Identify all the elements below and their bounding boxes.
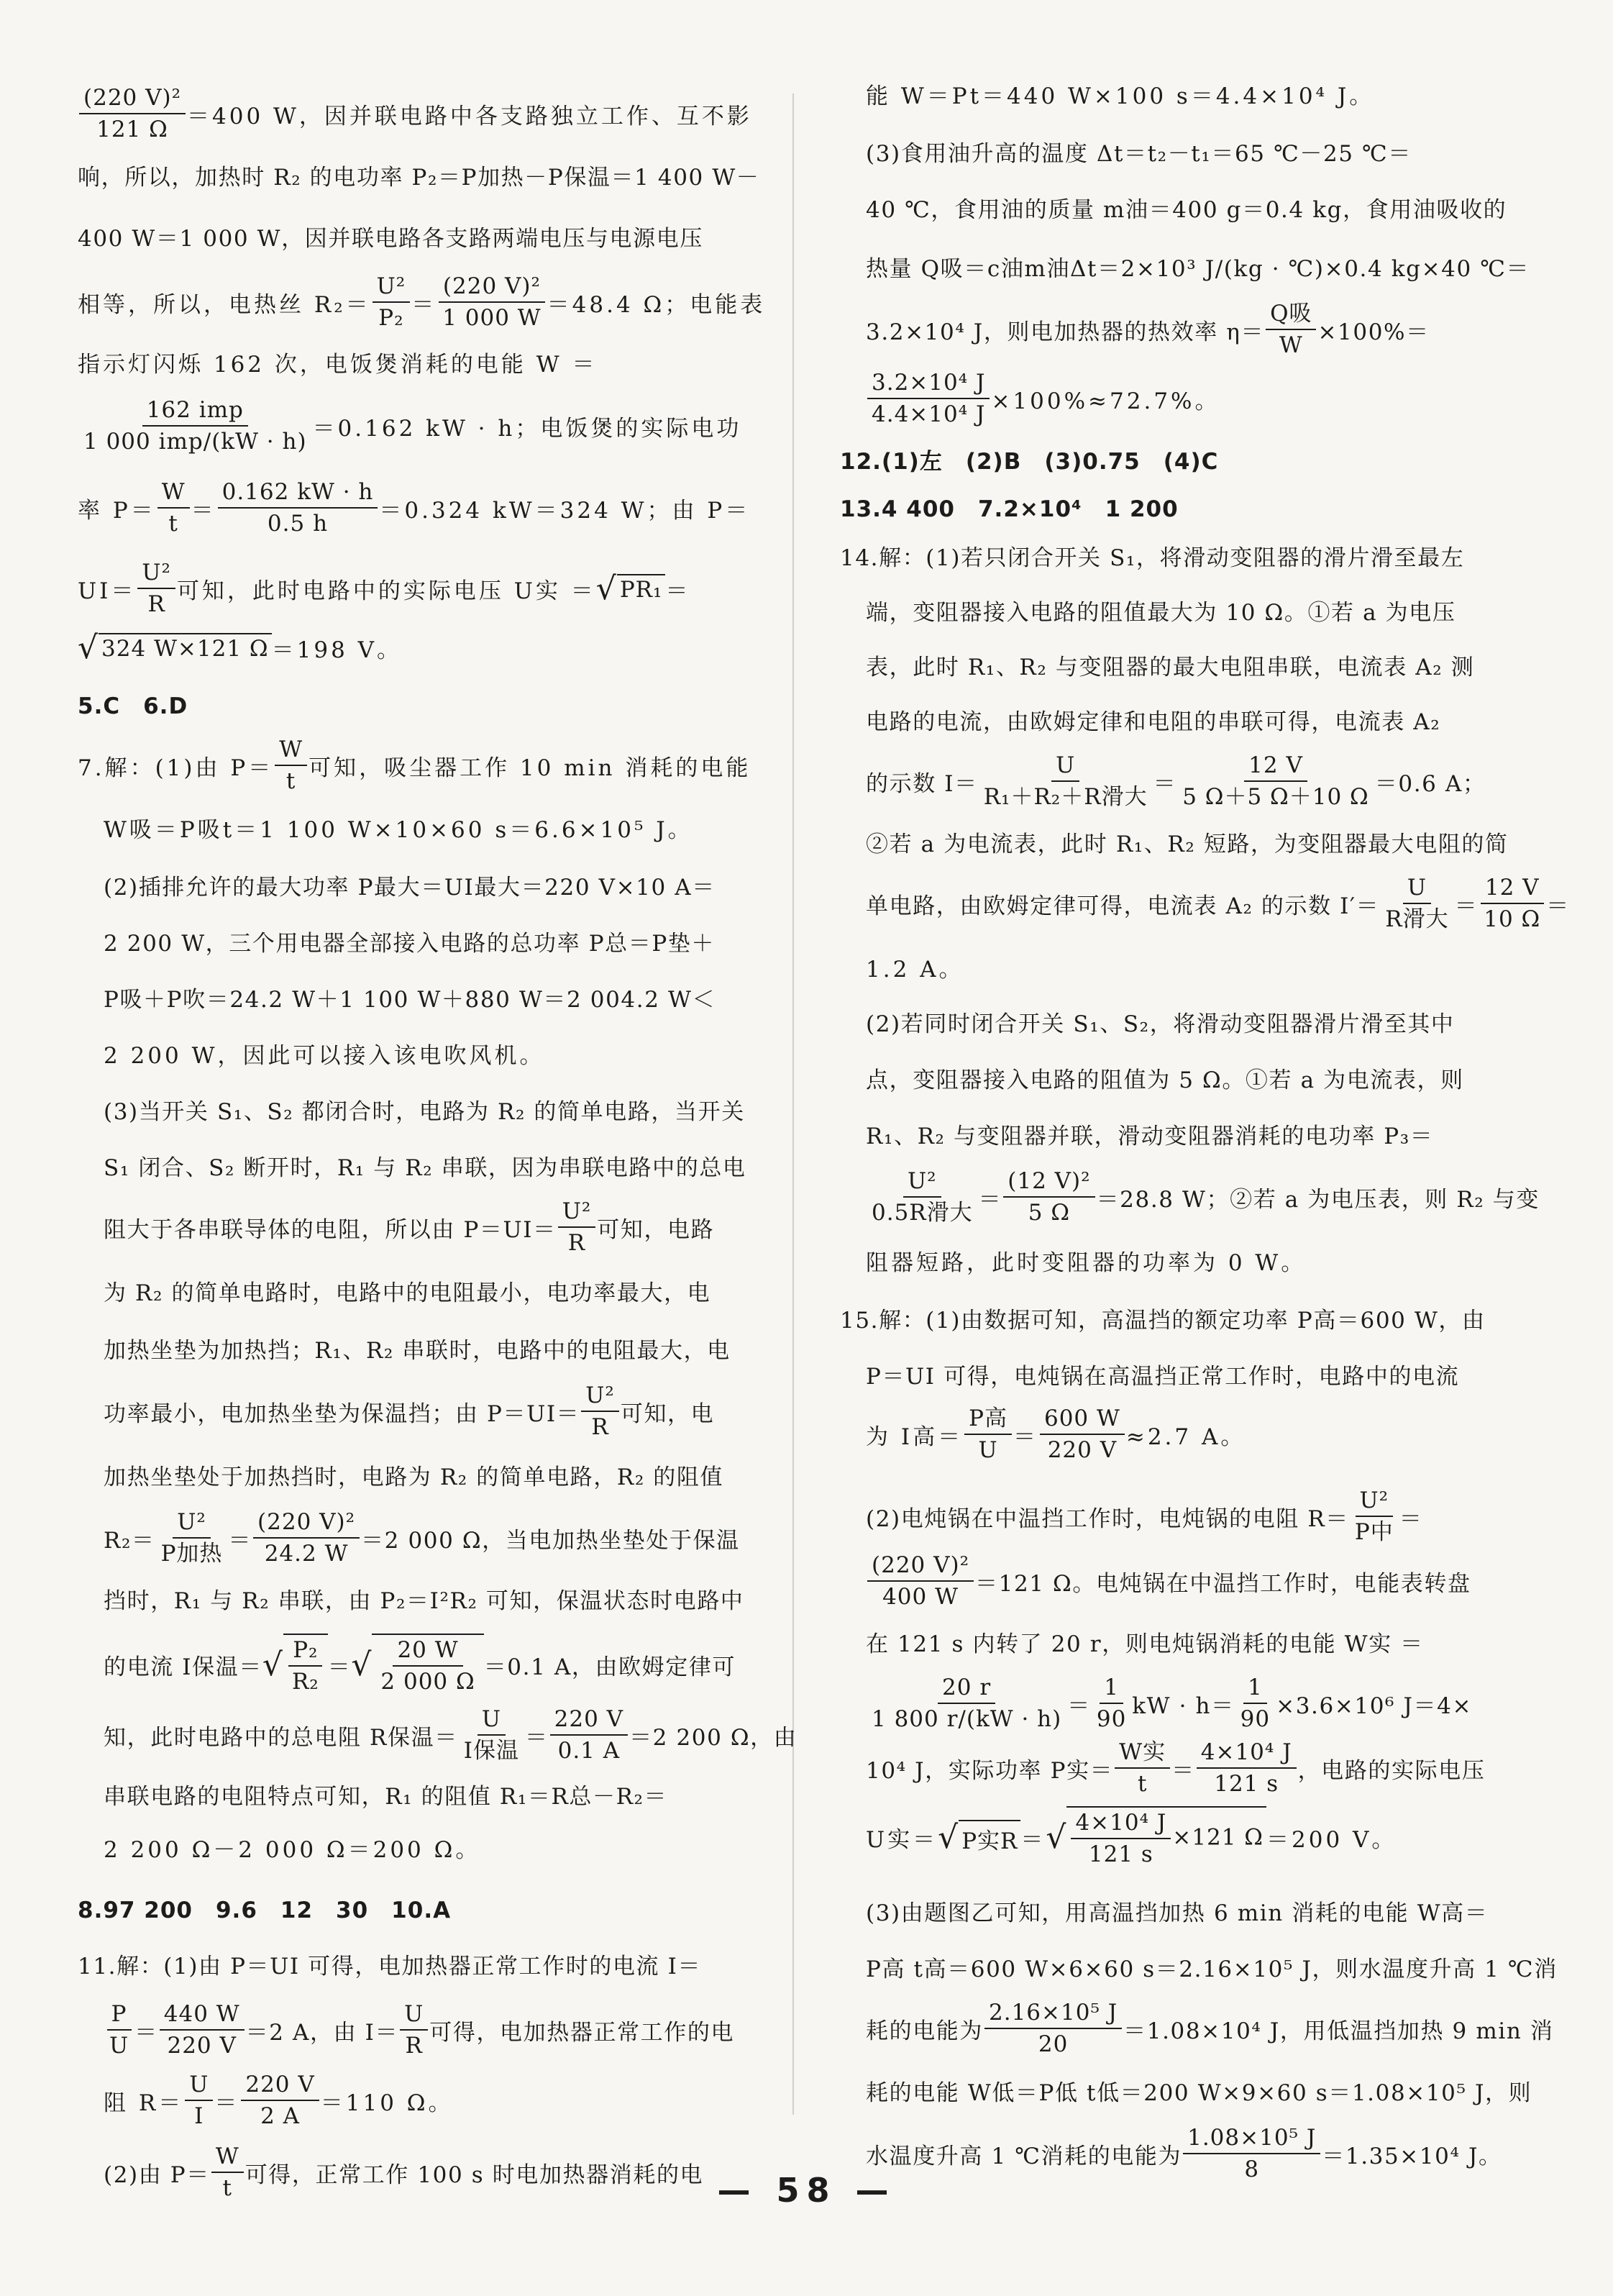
text-line: $\frac{\text{(220 V)²}}{121 \Omega}$ ＝400 W，因并联电路中各支路独立工作、互不影	[78, 85, 752, 142]
text-line: $\frac{\text{U²}}{\text{0.5R滑大}}$ ＝ $\frac{\text{(12 V)²}}{5 \Omega}$ ＝28.8 W；②若 a 为电压表，则 R₂ 与变	[872, 1168, 1540, 1226]
text-line: 热量 Q吸＝c油m油Δt＝2×10³ J/(kg · ℃)×0.4 kg×40 ℃＝	[866, 255, 1530, 282]
text-line: 串联电路的电阻特点可知，R₁ 的阻值 R₁＝R总－R₂＝	[104, 1783, 668, 1810]
text-line: 功率最小，电加热坐垫为保温挡；由 P＝UI＝ $\frac{\text{U²}}{R}$ 可知，电	[104, 1382, 715, 1440]
text-line: 水温度升高 1 ℃消耗的电能为 $\frac{\text{1.08×10⁵ J}}{8}$ ＝1.35×10⁴ J。	[866, 2125, 1502, 2182]
text-line: 耗的电能 W低＝P低 t低＝200 W×9×60 s＝1.08×10⁵ J，则	[866, 2079, 1532, 2106]
answer-line: 12.(1)左 (2)B (3)0.75 (4)C	[840, 448, 1219, 475]
column-divider	[792, 94, 794, 2115]
text-line: 知，此时电路中的总电阻 R保温＝ $\frac{U}{\text{I保温}}$ ＝ $\frac{220 V}{0.1 A}$ ＝2 200 Ω，由	[104, 1706, 798, 1764]
text-line: 加热坐垫为加热挡；R₁、R₂ 串联时，电路中的电阻最大，电	[104, 1337, 731, 1364]
text-line: 加热坐垫处于加热挡时，电路为 R₂ 的简单电路，R₂ 的阻值	[104, 1464, 724, 1490]
question-15: 15.解：(1)由数据可知，高温挡的额定功率 P高＝600 W，由	[840, 1307, 1486, 1334]
text-line: 耗的电能为 $\frac{\text{2.16×10⁵ J}}{20}$ ＝1.08×10⁴ J，用低温挡加热 9 min 消	[866, 2000, 1554, 2057]
text-line: $\frac{P}{U}$ ＝ $\frac{440 W}{220 V}$ ＝2 A，由 I＝ $\frac{U}{R}$ 可得，电加热器正常工作的电	[104, 2001, 734, 2059]
text-line: P吸＋P吹＝24.2 W＋1 100 W＋880 W＝2 004.2 W＜	[104, 986, 716, 1013]
text-line: (3)由题图乙可知，用高温挡加热 6 min 消耗的电能 W高＝	[866, 1900, 1489, 1926]
text-line: (2)电炖锅在中温挡工作时，电炖锅的电阻 R＝ $\frac{\text{U²}}{\text{P中}}$ ＝	[866, 1488, 1423, 1545]
text-line: 挡时，R₁ 与 R₂ 串联，由 P₂＝I²R₂ 可知，保温状态时电路中	[104, 1587, 744, 1614]
text-line: 单电路，由欧姆定律可得，电流表 A₂ 的示数 I′＝ $\frac{U}{\text{R滑大}}$ ＝ $\frac{12 V}{10 \Omega}$ ＝	[866, 875, 1570, 932]
text-line: (2)由 P＝ $\frac{W}{t}$ 可得，正常工作 100 s 时电加热器消耗的电	[104, 2144, 704, 2201]
text-line: 指示灯闪烁 162 次，电饭煲消耗的电能 W ＝	[78, 351, 598, 378]
answer-line: 13.4 400 7.2×10⁴ 1 200	[840, 496, 1179, 522]
text-line: (3)当开关 S₁、S₂ 都闭合时，电路为 R₂ 的简单电路，当开关	[104, 1098, 745, 1125]
text-line: 为 I高＝ $\frac{\text{P高}}{U}$ ＝ $\frac{600 W}{220 V}$ ≈2.7 A。	[866, 1406, 1246, 1463]
text-line: 的电流 I保温＝ √ $\frac{\text{P₂}}{\text{R₂}}$ ＝ √ $\frac{20 W}{2 000 \Omega}$ ＝0.1 A，由欧姆定律可	[104, 1636, 736, 1693]
text-line: 点，变阻器接入电路的阻值为 5 Ω。①若 a 为电流表，则	[866, 1067, 1464, 1093]
text-line: 电路的电流，由欧姆定律和电阻的串联可得，电流表 A₂	[866, 709, 1441, 735]
text-line: 端，变阻器接入电路的阻值最大为 10 Ω。①若 a 为电压	[866, 599, 1456, 626]
text-line: 400 W＝1 000 W，因并联电路各支路两端电压与电源电压	[78, 225, 703, 252]
question-11: 11.解：(1)由 P＝UI 可得，电加热器正常工作时的电流 I＝	[78, 1953, 702, 1980]
text-line: 阻器短路，此时变阻器的功率为 0 W。	[866, 1249, 1307, 1276]
text-line: 2 200 W，因此可以接入该电吹风机。	[104, 1042, 545, 1069]
text-line: 相等，所以，电热丝 R₂＝ $\frac{\text{U²}}{\text{P₂}}$ ＝ $\frac{\text{(220 V)²}}{1 000 W}$ ＝48.4 Ω；电能表	[78, 273, 766, 331]
text-line: R₂＝ $\frac{\text{U²}}{\text{P加热}}$ ＝ $\frac{\text{(220 V)²}}{24.2 W}$ ＝2 000 Ω，当电加热坐垫处于保温	[104, 1509, 740, 1567]
text-line: 阻大于各串联导体的电阻，所以由 P＝UI＝ $\frac{\text{U²}}{R}$ 可知，电路	[104, 1198, 715, 1256]
text-line: 阻 R＝ $\frac{U}{I}$ ＝ $\frac{220 V}{2 A}$ ＝110 Ω。	[104, 2072, 454, 2129]
text-line: P高 t高＝600 W×6×60 s＝2.16×10⁵ J，则水温度升高 1 ℃消	[866, 1956, 1558, 1982]
text-line: 40 ℃，食用油的质量 m油＝400 g＝0.4 kg，食用油吸收的	[866, 196, 1507, 223]
question-14: 14.解：(1)若只闭合开关 S₁，将滑动变阻器的滑片滑至最左	[840, 545, 1465, 571]
text-line: 率 P＝ $\frac{W}{t}$ ＝ $\frac{0.162 kW \cdot h}{0.5 h}$ ＝0.324 kW＝324 W；由 P＝	[78, 479, 751, 537]
text-line: R₁、R₂ 与变阻器并联，滑动变阻器消耗的电功率 P₃＝	[866, 1123, 1434, 1149]
text-line: $\frac{\text{(220 V)²}}{400 W}$ ＝121 Ω。电炖锅在中温挡工作时，电能表转盘	[866, 1552, 1471, 1610]
text-line: 10⁴ J，实际功率 P实＝ $\frac{\text{W实}}{t}$ ＝ $\frac{\text{4×10⁴ J}}{121 s}$ ，电路的实际电压	[866, 1739, 1486, 1797]
text-line: W吸＝P吸t＝1 100 W×10×60 s＝6.6×10⁵ J。	[104, 816, 693, 843]
answer-line: 8.97 200 9.6 12 30 10.A	[78, 1897, 452, 1923]
text-line: √ 324 W×121 Ω ＝198 V。	[78, 629, 403, 666]
fraction: $\frac{\text{(220 V)²}}{121 \Omega}$	[79, 84, 186, 143]
text-line: 3.2×10⁴ J，则电加热器的热效率 η＝ $\frac{\text{Q吸}}{W}$ ×100%＝	[866, 301, 1430, 358]
page-number: — 58 —	[717, 2171, 896, 2210]
text-line: U实＝ √ P实R ＝ √ $\frac{\text{4×10⁴ J}}{121 s}$ ×121 Ω ＝200 V。	[866, 1808, 1397, 1866]
question-7: 7.解：(1)由 P＝ $\frac{W}{t}$ 可知，吸尘器工作 10 min 消耗的电能	[78, 737, 751, 794]
text-line: 表，此时 R₁、R₂ 与变阻器的最大电阻串联，电流表 A₂ 测	[866, 654, 1475, 680]
text-line: $\frac{\text{3.2×10⁴ J}}{\text{4.4×10⁴ J}}$ ×100%≈72.7%。	[866, 370, 1220, 427]
text-line: S₁ 闭合、S₂ 断开时，R₁ 与 R₂ 串联，因为串联电路中的总电	[104, 1154, 746, 1181]
text-line: 2 200 Ω－2 000 Ω＝200 Ω。	[104, 1836, 481, 1863]
text-line: 为 R₂ 的简单电路时，电路中的电阻最小，电功率最大，电	[104, 1280, 711, 1306]
text-line: 2 200 W，三个用电器全部接入电路的总功率 P总＝P垫＋	[104, 930, 716, 957]
text-line: 能 W＝Pt＝440 W×100 s＝4.4×10⁴ J。	[866, 83, 1375, 109]
text-line: 在 121 s 内转了 20 r，则电炖锅消耗的电能 W实 ＝	[866, 1631, 1424, 1657]
text-line: UI＝ $\frac{\text{U²}}{R}$ 可知，此时电路中的实际电压 U实 ＝ √ PR₁ ＝	[78, 560, 691, 617]
text-line: (2)若同时闭合开关 S₁、S₂，将滑动变阻器滑片滑至其中	[866, 1011, 1455, 1037]
text-line: 1.2 A。	[866, 956, 964, 983]
text-line: 的示数 I＝ $\frac{U}{\text{R₁＋R₂＋R滑大}}$ ＝ $\frac{12 V}{5 \Omega+5 \Omega+10 \Omega}$ ＝0.6 A；	[866, 752, 1486, 810]
answer-line: 5.C 6.D	[78, 693, 188, 719]
text-line: P＝UI 可得，电炖锅在高温挡正常工作时，电路中的电流	[866, 1363, 1460, 1390]
text-line: $\frac{\text{162 imp}}{\text{1 000 imp/(kW · h)}}$ ＝0.162 kW · h；电饭煲的实际电功	[83, 397, 742, 455]
text-line: (2)插排允许的最大功率 P最大＝UI最大＝220 V×10 A＝	[104, 874, 716, 901]
text-line: (3)食用油升高的温度 Δt＝t₂－t₁＝65 ℃－25 ℃＝	[866, 140, 1412, 167]
text-line: 响，所以，加热时 R₂ 的电功率 P₂＝P加热－P保温＝1 400 W－	[78, 164, 760, 191]
text-line: ②若 a 为电流表，此时 R₁、R₂ 短路，为变阻器最大电阻的简	[866, 831, 1509, 857]
text-line: $\frac{20 r}{1 800 r/(kW \cdot h)}$ ＝ $\frac{1}{90}$ kW · h＝ $\frac{1}{90}$ ×3.6×10⁶ J＝4×	[872, 1675, 1473, 1732]
